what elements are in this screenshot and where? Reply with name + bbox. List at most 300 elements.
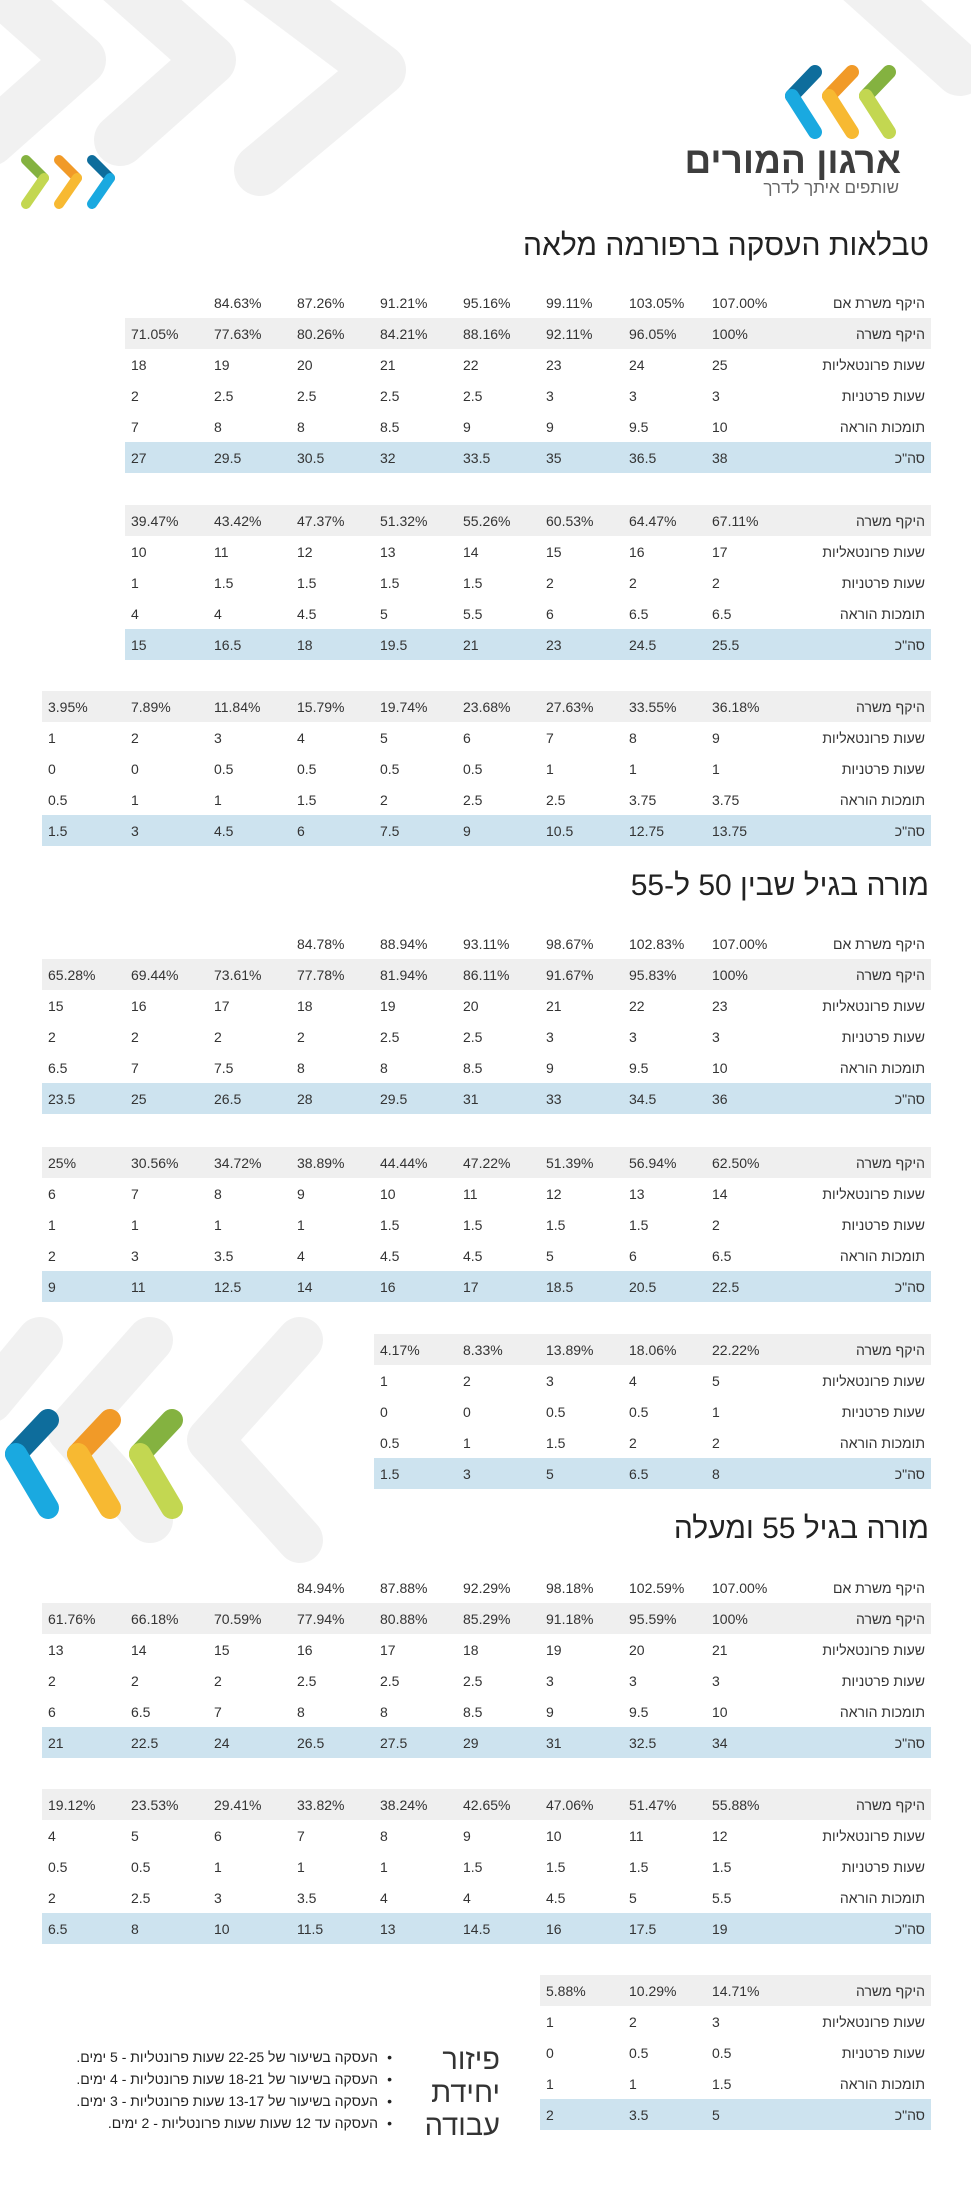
table-cell: 9	[546, 1703, 554, 1720]
table-cell: 2	[629, 1434, 637, 1451]
table-cell: 92.11%	[540, 318, 623, 349]
table-row	[42, 1665, 931, 1696]
table-cell: 8	[380, 1059, 388, 1076]
note-item: • העסקה בשיעור של 18-21 שעות פרונטליות - 4 ימים.	[40, 2068, 392, 2090]
table-cell: 30.5	[291, 442, 374, 473]
table-cell: 1.5	[712, 1858, 732, 1875]
table-cell: 3.5	[214, 1247, 234, 1264]
table-row	[540, 2037, 931, 2068]
table-cell: 47.06%	[540, 1789, 623, 1820]
table-cell: 36.5	[623, 442, 706, 473]
brand-name: ארגון המורים	[684, 140, 901, 181]
table-cell: 16	[297, 1641, 313, 1658]
row-label: תומכות הוראה	[839, 1059, 925, 1076]
row-label: סה"כ	[789, 815, 931, 846]
note-item: • העסקה עד 12 שעות שעות פרונטליות - 2 ימים.	[40, 2112, 392, 2134]
table-cell: 102.59%	[629, 1579, 685, 1596]
table-cell: 19.12%	[42, 1789, 125, 1820]
table-row	[42, 1851, 931, 1882]
table-cell: 91.67%	[540, 959, 623, 990]
table-cell: 0.5	[546, 1403, 566, 1420]
table-cell: 81.94%	[374, 959, 457, 990]
table-cell: 1	[48, 1216, 56, 1233]
row-label: תומכות הוראה	[839, 791, 925, 808]
note-item: • העסקה בשיעור של 13-17 שעות פרונטליות - 3 ימים.	[40, 2090, 392, 2112]
table-cell: 0	[48, 760, 56, 777]
table-cell: 95.83%	[623, 959, 706, 990]
row-label: היקף משרה	[789, 1975, 931, 2006]
table-cell: 6.5	[712, 605, 732, 622]
employment-table	[42, 287, 931, 473]
table-row	[374, 1427, 931, 1458]
table-cell: 16	[629, 543, 645, 560]
table-cell: 27.5	[374, 1727, 457, 1758]
table-cell: 10	[380, 1185, 396, 1202]
table-cell: 2.5	[463, 387, 483, 404]
table-cell: 8.5	[463, 1059, 483, 1076]
table-cell: 18	[297, 997, 313, 1014]
table-cell: 29.5	[374, 1083, 457, 1114]
table-cell: 0.5	[463, 760, 483, 777]
table-cell: 3	[214, 729, 222, 746]
row-label: היקף משרה	[789, 318, 931, 349]
table-cell: 1	[214, 1216, 222, 1233]
table-cell: 0.5	[214, 760, 234, 777]
table-cell: 10.5	[540, 815, 623, 846]
table-cell: 1.5	[42, 815, 125, 846]
table-cell: 0.5	[297, 760, 317, 777]
table-cell: 17.5	[623, 1913, 706, 1944]
row-label: תומכות הוראה	[839, 1703, 925, 1720]
row-label: היקף משרה	[789, 1789, 931, 1820]
employment-table	[374, 1334, 931, 1489]
table-cell: 2	[380, 791, 388, 808]
table-cell: 5	[540, 1458, 623, 1489]
row-label: סה"כ	[789, 442, 931, 473]
table-cell: 19.5	[374, 629, 457, 660]
table-cell: 15	[546, 543, 562, 560]
table-cell: 35	[540, 442, 623, 473]
employment-table	[42, 928, 931, 1114]
section-title-full-reform: טבלאות העסקה ברפורמה מלאה	[522, 229, 929, 262]
table-cell: 29.5	[208, 442, 291, 473]
table-cell: 22.22%	[706, 1334, 789, 1365]
table-cell: 1	[546, 2013, 554, 2030]
table-cell	[42, 318, 125, 349]
table-cell: 6	[214, 1827, 222, 1844]
table-cell: 15	[125, 629, 208, 660]
row-label: שעות פרטניות	[841, 1216, 925, 1233]
table-cell: 3	[712, 1672, 720, 1689]
table-cell: 61.76%	[42, 1603, 125, 1634]
table-cell: 21	[42, 1727, 125, 1758]
table-cell: 36	[706, 1083, 789, 1114]
table-cell	[42, 349, 125, 380]
table-cell	[42, 1572, 125, 1603]
table-cell	[125, 1572, 208, 1603]
table-cell: 1	[214, 1858, 222, 1875]
table-cell: 84.78%	[297, 935, 345, 952]
row-label: היקף משרת אם	[833, 294, 925, 311]
table-cell: 16	[131, 997, 147, 1014]
row-label: שעות פרטניות	[841, 574, 925, 591]
table-row	[42, 784, 931, 815]
table-row	[540, 2099, 931, 2130]
table-cell: 7	[131, 1059, 139, 1076]
table-cell: 33.5	[457, 442, 540, 473]
row-label: שעות פרטניות	[841, 760, 925, 777]
table-cell: 4	[380, 1889, 388, 1906]
table-cell: 2	[712, 574, 720, 591]
table-cell: 1.5	[214, 574, 234, 591]
table-cell: 17	[214, 997, 230, 1014]
distribution-notes	[40, 2046, 392, 2134]
table-cell: 2	[131, 1672, 139, 1689]
table-cell: 1	[131, 1216, 139, 1233]
table-cell: 18.5	[540, 1271, 623, 1302]
row-label: סה"כ	[789, 2099, 931, 2130]
table-cell: 26.5	[291, 1727, 374, 1758]
table-cell	[42, 536, 125, 567]
table-cell: 13	[380, 543, 396, 560]
table-cell: 18	[291, 629, 374, 660]
table-cell: 77.63%	[208, 318, 291, 349]
table-cell: 1.5	[712, 2075, 732, 2092]
table-cell: 25%	[42, 1147, 125, 1178]
table-cell: 3	[131, 1247, 139, 1264]
table-cell: 3	[629, 387, 637, 404]
table-cell: 17	[457, 1271, 540, 1302]
table-cell: 96.05%	[623, 318, 706, 349]
table-row	[42, 318, 931, 349]
table-cell: 2.5	[380, 1028, 400, 1045]
table-cell: 42.65%	[457, 1789, 540, 1820]
table-cell: 2	[131, 387, 139, 404]
table-cell: 22.5	[706, 1271, 789, 1302]
table-cell: 8	[629, 729, 637, 746]
table-cell: 10.29%	[623, 1975, 706, 2006]
table-row	[540, 2068, 931, 2099]
table-cell: 100%	[706, 318, 789, 349]
table-row	[374, 1365, 931, 1396]
row-label: שעות פרטניות	[841, 1672, 925, 1689]
table-cell: 21	[712, 1641, 728, 1658]
table-cell: 2	[48, 1672, 56, 1689]
table-cell: 55.88%	[706, 1789, 789, 1820]
table-cell: 22.5	[125, 1727, 208, 1758]
chevrons-large-icon	[0, 1408, 190, 1526]
table-cell: 11	[214, 543, 229, 560]
table-row	[42, 722, 931, 753]
table-cell: 8	[214, 1185, 222, 1202]
table-cell: 34.5	[623, 1083, 706, 1114]
table-cell: 1.5	[546, 1434, 566, 1451]
table-cell: 1.5	[297, 791, 317, 808]
table-cell: 6	[48, 1185, 56, 1202]
table-cell: 2.5	[380, 387, 400, 404]
table-cell: 14.71%	[706, 1975, 789, 2006]
table-cell: 24	[208, 1727, 291, 1758]
table-cell: 38	[706, 442, 789, 473]
table-cell: 5	[131, 1827, 139, 1844]
table-cell: 38.24%	[374, 1789, 457, 1820]
table-cell: 95.59%	[623, 1603, 706, 1634]
employment-table	[42, 1572, 931, 1758]
table-cell: 56.94%	[623, 1147, 706, 1178]
table-cell	[208, 1572, 291, 1603]
table-cell: 91.18%	[540, 1603, 623, 1634]
row-label: שעות פרטניות	[841, 1403, 925, 1420]
table-cell: 85.29%	[457, 1603, 540, 1634]
table-cell: 27.63%	[540, 691, 623, 722]
table-cell: 7.5	[214, 1059, 234, 1076]
row-label: שעות פרונטאליות	[822, 356, 925, 373]
row-label: שעות פרונטאליות	[822, 729, 925, 746]
table-cell: 0	[131, 760, 139, 777]
table-row	[42, 1083, 931, 1114]
table-row	[42, 1271, 931, 1302]
table-cell: 2	[214, 1672, 222, 1689]
table-cell: 9	[463, 418, 471, 435]
row-label: תומכות הוראה	[839, 1434, 925, 1451]
row-label: סה"כ	[789, 1458, 931, 1489]
table-cell: 5.5	[712, 1889, 732, 1906]
table-cell: 87.26%	[297, 294, 345, 311]
table-cell: 8.33%	[457, 1334, 540, 1365]
table-cell: 2.5	[546, 791, 566, 808]
table-cell: 51.47%	[623, 1789, 706, 1820]
table-cell: 65.28%	[42, 959, 125, 990]
table-row	[42, 287, 931, 318]
table-cell: 18.06%	[623, 1334, 706, 1365]
table-cell: 2.5	[463, 1028, 483, 1045]
table-cell: 47.22%	[457, 1147, 540, 1178]
table-cell: 13	[629, 1185, 645, 1202]
table-cell: 14	[291, 1271, 374, 1302]
table-cell: 10	[712, 1703, 728, 1720]
table-cell: 70.59%	[208, 1603, 291, 1634]
table-cell: 10	[712, 418, 728, 435]
row-label: היקף משרה	[789, 1603, 931, 1634]
table-cell: 107.00%	[712, 294, 768, 311]
table-cell: 69.44%	[125, 959, 208, 990]
table-cell: 0	[546, 2044, 554, 2061]
table-cell: 1	[380, 1858, 388, 1875]
employment-table	[42, 505, 931, 660]
table-cell: 64.47%	[623, 505, 706, 536]
table-cell: 47.37%	[291, 505, 374, 536]
table-cell: 4	[629, 1372, 637, 1389]
table-cell: 84.94%	[297, 1579, 345, 1596]
table-cell: 19	[706, 1913, 789, 1944]
table-cell: 1.5	[463, 574, 483, 591]
table-cell: 16	[540, 1913, 623, 1944]
row-label: שעות פרטניות	[841, 387, 925, 404]
table-row	[540, 2006, 931, 2037]
table-cell: 19.74%	[374, 691, 457, 722]
table-cell: 23	[712, 997, 728, 1014]
logo-chevrons-icon	[770, 62, 910, 146]
table-cell: 4	[214, 605, 222, 622]
table-cell: 24	[629, 356, 645, 373]
table-cell: 5	[712, 1372, 720, 1389]
table-cell: 55.26%	[457, 505, 540, 536]
table-cell: 8	[380, 1703, 388, 1720]
table-cell: 3.75	[629, 791, 657, 808]
table-cell: 9	[546, 418, 554, 435]
table-cell: 107.00%	[712, 935, 768, 952]
table-cell: 88.94%	[380, 935, 428, 952]
table-cell: 6	[629, 1247, 637, 1264]
table-cell: 67.11%	[706, 505, 789, 536]
table-cell: 3	[457, 1458, 540, 1489]
row-label: היקף משרה	[789, 505, 931, 536]
table-cell: 26.5	[208, 1083, 291, 1114]
table-cell: 93.11%	[463, 935, 510, 952]
table-cell: 12.75	[623, 815, 706, 846]
table-cell: 60.53%	[540, 505, 623, 536]
table-cell: 29.41%	[208, 1789, 291, 1820]
table-cell: 2	[48, 1028, 56, 1045]
table-cell: 39.47%	[125, 505, 208, 536]
table-cell: 1	[297, 1216, 305, 1233]
table-cell: 2	[629, 574, 637, 591]
table-cell: 1	[214, 791, 222, 808]
row-label: היקף משרה	[789, 959, 931, 990]
table-cell: 1	[546, 760, 554, 777]
table-cell: 14.5	[457, 1913, 540, 1944]
table-cell: 18	[463, 1641, 479, 1658]
table-cell: 11.5	[291, 1913, 374, 1944]
table-cell: 11	[463, 1185, 478, 1202]
table-row	[42, 1696, 931, 1727]
table-cell: 36.18%	[706, 691, 789, 722]
table-cell: 17	[712, 543, 728, 560]
table-row	[42, 380, 931, 411]
table-cell: 24.5	[623, 629, 706, 660]
row-label: היקף משרה	[789, 691, 931, 722]
table-cell: 102.83%	[629, 935, 685, 952]
table-cell: 7.89%	[125, 691, 208, 722]
table-cell	[42, 411, 125, 442]
table-row	[374, 1334, 931, 1365]
table-cell: 2	[546, 574, 554, 591]
table-row	[42, 1913, 931, 1944]
table-cell	[42, 928, 125, 959]
table-row	[42, 1178, 931, 1209]
table-cell: 3	[546, 1372, 554, 1389]
table-cell: 5	[380, 729, 388, 746]
table-cell: 0	[380, 1403, 388, 1420]
table-cell: 25	[125, 1083, 208, 1114]
table-row	[42, 1147, 931, 1178]
table-row	[42, 629, 931, 660]
row-label: שעות פרונטאליות	[822, 1827, 925, 1844]
table-cell: 32.5	[623, 1727, 706, 1758]
table-cell: 20	[463, 997, 479, 1014]
table-cell: 10	[208, 1913, 291, 1944]
table-cell: 0.5	[712, 2044, 732, 2061]
table-cell: 7	[297, 1827, 305, 1844]
table-cell: 15	[214, 1641, 230, 1658]
table-cell: 1	[712, 760, 720, 777]
table-cell: 6.5	[131, 1703, 151, 1720]
employment-table	[42, 691, 931, 846]
table-cell: 1.5	[463, 1858, 483, 1875]
table-cell: 0.5	[48, 1858, 68, 1875]
table-cell: 23	[546, 356, 562, 373]
table-cell: 21	[546, 997, 562, 1014]
table-cell: 3	[712, 387, 720, 404]
table-cell: 8	[125, 1913, 208, 1944]
table-cell: 92.29%	[463, 1579, 511, 1596]
table-cell: 1.5	[380, 1216, 400, 1233]
table-row	[42, 411, 931, 442]
table-row	[540, 1975, 931, 2006]
note-item: • העסקה בשיעור של 22-25 שעות פרונטליות - 5 ימים.	[40, 2046, 392, 2068]
brand-tagline: שותפים איתך לדרך	[763, 178, 899, 197]
employment-table	[540, 1975, 931, 2130]
table-cell: 44.44%	[374, 1147, 457, 1178]
table-cell: 25	[712, 356, 728, 373]
table-cell: 7	[131, 1185, 139, 1202]
table-cell: 23.53%	[125, 1789, 208, 1820]
table-cell: 1	[546, 2075, 554, 2092]
table-cell: 2.5	[380, 1672, 400, 1689]
table-cell: 13	[48, 1641, 64, 1658]
table-cell: 22	[463, 356, 479, 373]
table-cell: 1	[131, 574, 139, 591]
table-cell: 87.88%	[380, 1579, 428, 1596]
table-cell: 11	[125, 1271, 208, 1302]
table-cell: 98.67%	[546, 935, 594, 952]
table-cell: 15	[48, 997, 64, 1014]
table-cell: 12	[712, 1827, 728, 1844]
table-cell: 9.5	[629, 1059, 649, 1076]
table-cell: 98.18%	[546, 1579, 594, 1596]
section-title-age-50-55: מורה בגיל שבין 50 ל-55	[630, 869, 929, 902]
table-cell: 30.56%	[125, 1147, 208, 1178]
table-cell: 6.5	[42, 1913, 125, 1944]
table-cell: 88.16%	[457, 318, 540, 349]
table-cell: 0.5	[629, 1403, 649, 1420]
table-cell: 1.5	[380, 574, 400, 591]
table-cell: 13.75	[706, 815, 789, 846]
table-row	[42, 1572, 931, 1603]
table-row	[374, 1396, 931, 1427]
table-cell: 1	[131, 791, 139, 808]
table-cell: 1.5	[629, 1216, 649, 1233]
table-cell: 13	[374, 1913, 457, 1944]
section-title-age-55-plus: מורה בגיל 55 ומעלה	[673, 1512, 929, 1545]
table-cell: 19	[380, 997, 396, 1014]
row-label: היקף משרה	[789, 1334, 931, 1365]
table-cell: 10	[546, 1827, 562, 1844]
row-label: תומכות הוראה	[839, 1889, 925, 1906]
table-cell: 13.89%	[540, 1334, 623, 1365]
table-cell: 18	[131, 356, 147, 373]
table-cell	[42, 629, 125, 660]
table-cell: 3	[125, 815, 208, 846]
table-cell: 99.11%	[546, 294, 593, 311]
table-cell: 9	[712, 729, 720, 746]
table-cell: 21	[380, 356, 396, 373]
table-cell: 8	[297, 1059, 305, 1076]
table-cell: 2	[463, 1372, 471, 1389]
table-cell: 33.82%	[291, 1789, 374, 1820]
table-cell: 3	[629, 1028, 637, 1045]
table-cell: 51.39%	[540, 1147, 623, 1178]
